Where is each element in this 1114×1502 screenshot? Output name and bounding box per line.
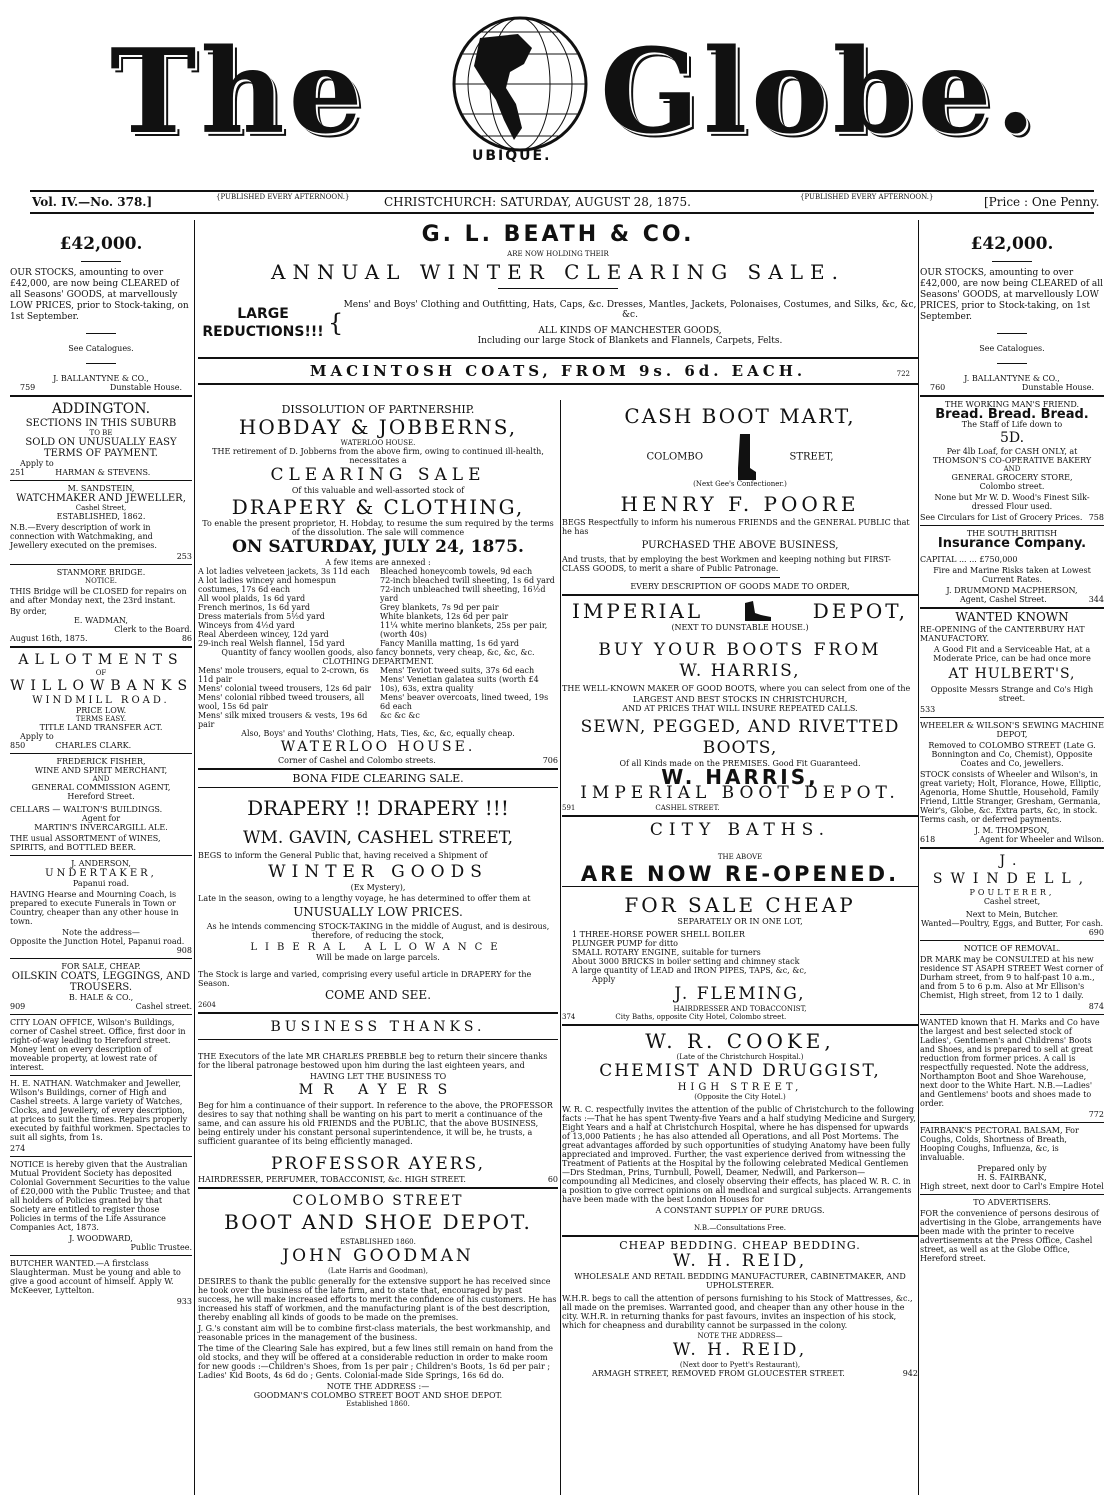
ad-text: Apply to bbox=[20, 459, 54, 468]
ad-text: See Catalogues. bbox=[979, 344, 1045, 353]
volume-number: Vol. IV.—No. 378.] bbox=[32, 195, 153, 209]
ad-text: PURCHASED THE ABOVE BUSINESS, bbox=[641, 540, 839, 551]
ad-text: (Late of the Christchurch Hospital.) bbox=[676, 1053, 804, 1061]
middle-column bbox=[198, 404, 558, 1408]
ad-text: J. M. THOMPSON, bbox=[974, 826, 1050, 835]
ad-text: Apply bbox=[592, 975, 616, 984]
ad-text: H. S. FAIRBANK, bbox=[977, 1173, 1047, 1182]
ad-text: GENERAL GROCERY STORE, bbox=[951, 473, 1073, 482]
ad-text: High street, next door to Carl's Empire Hotel bbox=[920, 1182, 1104, 1191]
ad-text: LARGEST AND BEST STOCKS IN CHRISTCHURCH, bbox=[632, 695, 848, 704]
ad-heading: PROFESSOR AYERS, bbox=[271, 1154, 485, 1174]
column-divider bbox=[194, 220, 195, 1495]
ad-text: Papanui road. bbox=[72, 879, 130, 888]
ad-text: A CONSTANT SUPPLY OF PURE DRUGS. bbox=[655, 1206, 825, 1215]
ad-text: J. ANDERSON, bbox=[71, 859, 131, 868]
ad-text: CITY LOAN OFFICE, Wilson's Buildings, corner of Cashel street. Office, first door in right-of-way leading to Hereford street. Money lent on every description of moveable property, at lowest rate of interest. bbox=[10, 1018, 186, 1072]
ad-heading: DRAPERY !! DRAPERY !!! bbox=[247, 796, 509, 820]
ad-heading: FOR SALE CHEAP bbox=[624, 893, 856, 917]
ad-text: Agent for Wheeler and Wilson. bbox=[979, 835, 1104, 844]
ad-text: Beg for him a continuance of their support. In reference to the above, the PROFESSOR desires to say that nothing shall be wanting on his part to merit a continuance of the same, and can assure his old FRIENDS and the PUBLIC, that the above BUSINESS, being entirely under his constant personal superintendence, it will be, he trusts, a sufficient guarantee of its being efficiently managed. bbox=[198, 1101, 553, 1146]
ad-text: ALL KINDS OF MANCHESTER GOODS, bbox=[538, 326, 722, 336]
ad-text: FAIRBANK'S PECTORAL BALSAM, For Coughs, Colds, Shortness of Breath, Hooping Coughs, Influenza, &c, is invaluable. bbox=[920, 1126, 1079, 1162]
ad-text: CASHEL STREET. bbox=[655, 804, 720, 812]
ad-number: 591 bbox=[562, 804, 576, 812]
ad-text: THE WELL-KNOWN MAKER OF GOOD BOOTS, where you can select from one of the bbox=[562, 684, 911, 693]
ad-text: TO ADVERTISERS. bbox=[973, 1198, 1051, 1207]
ad-text: Fire and Marine Risks taken at Lowest Current Rates. bbox=[933, 566, 1091, 584]
ad-heading: DEPOT, bbox=[812, 599, 908, 623]
ad-number: 618 bbox=[920, 835, 936, 844]
ad-number: 533 bbox=[920, 705, 936, 714]
ad-heading: WINTER GOODS bbox=[268, 862, 488, 882]
ad-text: AND bbox=[92, 775, 110, 783]
ad-text: Will be made on large parcels. bbox=[316, 953, 440, 962]
ad-text: SECTIONS IN THIS SUBURB bbox=[25, 418, 177, 429]
ad-heading: J. FLEMING, bbox=[674, 984, 806, 1004]
ad-heading: MACINTOSH COATS, FROM 9s. 6d. EACH. bbox=[309, 362, 807, 380]
ad-text: AND AT PRICES THAT WILL INSURE REPEATED CALLS. bbox=[622, 704, 858, 713]
ad-text: (Next Gee's Confectioner.) bbox=[693, 480, 787, 488]
ad-text: ESTABLISHED, 1862. bbox=[56, 512, 146, 521]
ad-text: THE usual ASSORTMENT of WINES, SPIRITS, and BOTTLED BEER. bbox=[10, 834, 161, 852]
ad-text: N.B.—Consultations Free. bbox=[694, 1224, 786, 1232]
ad-text: Mens' and Boys' Clothing and Outfitting, Hats, Caps, &c. Dresses, Mantles, Jackets, Polonaises, Costumes, and Silks, &c, &c, &c. bbox=[343, 300, 917, 320]
ad-text: WINDMILL ROAD. bbox=[32, 695, 170, 706]
ad-text: Removed to COLOMBO STREET (Late G. Bonnington and Co, Chemist), Opposite Coates and Co, jewellers. bbox=[928, 741, 1096, 768]
ad-number: 60 bbox=[547, 1175, 558, 1184]
ad-text: CELLARS — WALTON'S BUILDINGS. bbox=[10, 805, 163, 814]
ad-text: FOR SALE, CHEAP. bbox=[61, 962, 141, 971]
ad-heading: ARE NOW RE-OPENED. bbox=[580, 862, 900, 886]
ad-number: 706 bbox=[542, 756, 558, 765]
ad-heading: CLEARING SALE bbox=[270, 465, 486, 485]
ad-text: HAVING LET THE BUSINESS TO bbox=[309, 1072, 447, 1081]
ad-text: Public Trustee. bbox=[130, 1243, 192, 1252]
ad-text: (Late Harris and Goodman), bbox=[328, 1267, 428, 1275]
ad-number: 722 bbox=[896, 370, 910, 378]
ad-text: J. WOODWARD, bbox=[69, 1234, 133, 1243]
ad-text: None but Mr W. D. Wood's Finest Silk-dressed Flour used. bbox=[934, 493, 1090, 511]
ad-text: Agent, Cashel Street. bbox=[960, 595, 1047, 604]
ad-text: NOTICE. bbox=[85, 577, 117, 585]
boot-icon bbox=[736, 434, 756, 480]
price-label: [Price : One Penny. bbox=[984, 195, 1100, 209]
ad-text: BUTCHER WANTED.—A firstclass Slaughterman. Must be young and able to give a good account of himself. Apply W. McKeever, Lyttelton. bbox=[10, 1259, 181, 1295]
ad-text: (Next door to Pyett's Restaurant), bbox=[679, 1361, 801, 1369]
ad-text: M. SANDSTEIN, bbox=[67, 484, 135, 493]
ad-number: 933 bbox=[176, 1297, 192, 1306]
ad-number: 374 bbox=[562, 1013, 576, 1021]
ad-text: WHEELER & WILSON'S SEWING MACHINE DEPOT, bbox=[920, 721, 1104, 739]
ad-heading: WM. GAVIN, CASHEL STREET, bbox=[243, 828, 513, 848]
ad-text: Including our large Stock of Blankets and Flannels, Carpets, Felts. bbox=[477, 336, 783, 346]
ad-heading: CHEAP BEDDING. CHEAP BEDDING. bbox=[619, 1239, 861, 1252]
ad-text: THE SOUTH BRITISH bbox=[966, 529, 1058, 538]
ad-number: 344 bbox=[1088, 595, 1104, 604]
ad-text: Note the address— bbox=[62, 928, 140, 937]
ad-text: RE-OPENING of the CANTERBURY HAT MANUFACTORY. bbox=[920, 625, 1085, 643]
ad-text: TO BE bbox=[89, 429, 113, 437]
ad-text: As he intends commencing STOCK-TAKING in the middle of August, and is desirous, therefore, of reducing the stock, bbox=[206, 922, 550, 940]
ad-heading: COME AND SEE. bbox=[324, 988, 432, 1002]
ad-text: Cashel street, bbox=[983, 897, 1041, 906]
ad-number: 942 bbox=[902, 1369, 918, 1378]
ad-text: ESTABLISHED 1860. bbox=[340, 1238, 416, 1246]
ad-amount: £42,000. bbox=[970, 234, 1054, 254]
ad-text: WHOLESALE AND RETAIL BEDDING MANUFACTURER, CABINETMAKER, AND UPHOLSTERER. bbox=[574, 1272, 906, 1290]
ad-heading: Insurance Company. bbox=[937, 536, 1087, 551]
ad-heading: COLOMBO STREET bbox=[292, 1193, 464, 1209]
ad-text: COLOMBO bbox=[646, 451, 704, 463]
ad-text: THOMSON'S CO-OPERATIVE BAKERY bbox=[932, 456, 1092, 465]
ad-text: THE Executors of the late MR CHARLES PREBBLE beg to return their sincere thanks for the liberal patronage bestowed upon him during the last eighteen years, and bbox=[198, 1052, 548, 1070]
ad-text: GENERAL COMMISSION AGENT, bbox=[31, 783, 171, 792]
ad-text: PRICE LOW. bbox=[75, 706, 127, 715]
ad-text: A few items are annexed : bbox=[325, 558, 431, 567]
ad-text: W.H.R. begs to call the attention of persons furnishing to his Stock of Mattresses, &c., all made on the premises. Warranted good, and cheaper than any other house in the city. W.H.R. in returning thanks for past favours, invites an inspection of his stock, which for cheapness and durability cannot be surpassed in the colony. bbox=[562, 1294, 913, 1330]
ad-heading: BUSINESS THANKS. bbox=[270, 1019, 486, 1035]
ad-text: ARMAGH STREET, REMOVED FROM GLOUCESTER STREET. bbox=[592, 1369, 845, 1378]
ad-text: SEPARATELY OR IN ONE LOT, bbox=[677, 917, 803, 926]
sale-list: 1 THREE-HORSE POWER SHELL BOILER PLUNGER PUMP for ditto SMALL ROTARY ENGINE, suitable for turners About 3000 BRICKS in boiler setting and chimney stack A large quantity of LEAD and IRON PIPES, TAPS, &c, &c, bbox=[572, 930, 807, 975]
ad-text: EVERY DESCRIPTION OF GOODS MADE TO ORDER, bbox=[630, 582, 850, 591]
ad-text: Dunstable House. bbox=[1021, 383, 1094, 392]
ad-text: WATERLOO HOUSE. bbox=[340, 439, 416, 447]
price-list: Bleached honeycomb towels, 9d each 72-inch bleached twill sheeting, 1s 6d yard 72-inch unbleached twill sheeting, 16½d yard Grey blankets, 7s 9d per pair White blankets, 12s 6d per pair 11¼ white merino blankets, 25s per pair, (worth 40s) Fancy Manilla matting, 1s 6d yard bbox=[380, 567, 555, 648]
boot-icon bbox=[743, 599, 773, 623]
ad-heading: BUY YOUR BOOTS FROM bbox=[598, 640, 882, 660]
ad-heading: HOBDAY & JOBBERNS, bbox=[238, 415, 518, 439]
ad-heading: ANNUAL WINTER CLEARING SALE. bbox=[271, 260, 845, 284]
ad-heading: CHEMIST AND DRUGGIST, bbox=[599, 1061, 881, 1081]
ad-text: WANTED known that H. Marks and Co have the largest and best selected stock of Ladies', Gentlemen's and Childrens' Boots and Shoes, and is prepared to sell at great reduction from former prices. A call is respectfully requested. Note the address, Northampton Boot and Shoe Warehouse, next door to the White Hart. N.B.—Ladies' and Gentlemens' boots and shoes made to order. bbox=[920, 1018, 1100, 1108]
ad-text: N.B.—Every description of work in connection with Watchmaking, and Jewellery executed on the premises. bbox=[10, 523, 157, 550]
ad-text: August 16th, 1875. bbox=[10, 634, 88, 643]
ad-text: OF bbox=[95, 669, 107, 677]
ad-text: HARMAN & STEVENS. bbox=[55, 468, 151, 477]
ad-heading: W. H. REID, bbox=[672, 1340, 808, 1360]
ad-heading: LARGE REDUCTIONS!!! bbox=[202, 306, 324, 340]
ad-text: (Ex Mystery), bbox=[350, 883, 406, 892]
ad-text: POULTERER, bbox=[969, 888, 1055, 897]
ad-text: BEGS to inform the General Public that, having received a Shipment of bbox=[198, 851, 488, 860]
dateline bbox=[30, 190, 1100, 214]
ad-text: Cashel street. bbox=[135, 1002, 192, 1011]
ad-number: 759 bbox=[20, 383, 36, 392]
ad-heading: W. R. COOKE, bbox=[645, 1029, 835, 1053]
ad-number: 909 bbox=[10, 1002, 26, 1011]
ad-number: 758 bbox=[1088, 513, 1104, 522]
ad-text: A Good Fit and a Serviceable Hat, at a Moderate Price, can be had once more bbox=[933, 645, 1091, 663]
ad-text: To enable the present proprietor, H. Hobday, to resume the sum required by the terms of the dissolution. The sale will commence bbox=[202, 519, 554, 537]
ad-text: HAIRDRESSER AND TOBACCONIST, bbox=[673, 1005, 807, 1013]
ad-heading: WILLOWBANKS bbox=[10, 678, 194, 694]
ad-text: Next to Mein, Butcher. bbox=[965, 910, 1059, 919]
ad-text: BEGS Respectfully to inform his numerous FRIENDS and the GENERAL PUBLIC that he has bbox=[562, 518, 910, 536]
ad-number: 2604 bbox=[198, 1001, 216, 1009]
ad-text: NOTICE OF REMOVAL. bbox=[963, 944, 1061, 953]
price-list: Mens' mole trousers, equal to 2-crown, 6s 11d pair Mens' colonial tweed trousers, 12s 6d pair Mens' colonial ribbed tweed trousers, all wool, 15s 6d pair Mens' silk mixed trousers & vests, 19s 6d pair bbox=[198, 666, 372, 729]
ad-text: NOTE THE ADDRESS— bbox=[697, 1332, 783, 1340]
ad-text: MARTIN'S INVERCARGILL ALE. bbox=[34, 823, 168, 832]
ad-text: SOLD ON UNUSUALLY EASY TERMS OF PAYMENT. bbox=[25, 437, 177, 459]
publication-note-right: {PUBLISHED EVERY AFTERNOON.} bbox=[800, 193, 934, 201]
ad-text: H. E. NATHAN. Watchmaker and Jeweller, Wilson's Buildings, corner of High and Cashel streets. A large variety of Watches, Clocks, and Jewellery, of every description, at prices to suit the times. Repairs properly executed by faithful workmen. Spectacles to suit all sights, from 1s. bbox=[10, 1079, 191, 1142]
ad-heading: DRAPERY & CLOTHING, bbox=[231, 495, 525, 519]
ad-number: 274 bbox=[10, 1144, 26, 1153]
ad-text: THE WORKING MAN'S FRIEND. bbox=[944, 400, 1079, 409]
ad-heading: HENRY F. POORE bbox=[620, 492, 860, 516]
ad-text: Wanted—Poultry, Eggs, and Butter, For cash. bbox=[920, 919, 1104, 928]
ad-amount: £42,000. bbox=[59, 234, 143, 254]
ad-text: Apply to bbox=[20, 732, 54, 741]
masthead-title-left: The bbox=[110, 24, 367, 160]
ad-heading: DISSOLUTION OF PARTNERSHIP. bbox=[281, 403, 475, 416]
ad-text: Colombo street. bbox=[979, 482, 1045, 491]
ad-text: HAIRDRESSER, PERFUMER, TOBACCONIST, &c. HIGH STREET. bbox=[198, 1175, 466, 1184]
ad-text: Of all Kinds made on the PREMISES. Good Fit Guaranteed. bbox=[619, 759, 861, 768]
ad-text: NOTICE is hereby given that the Australian Mutual Provident Society has deposited Colonial Government Securities to the value of £20,000 with the Public Trustee; and that all holders of Policies granted by that Society are entitled to register those Policies in terms of the Life Assurance Companies Act, 1873. bbox=[10, 1160, 190, 1232]
ad-text: Opposite the Junction Hotel, Papanui road. bbox=[10, 937, 185, 946]
ad-text: J. DRUMMOND MACPHERSON, bbox=[946, 586, 1078, 595]
ad-text: THE ABOVE bbox=[717, 853, 763, 861]
ad-text: Also, Boys' and Youths' Clothing, Hats, Ties, &c, &c, equally cheap. bbox=[241, 729, 515, 738]
ad-text: OILSKIN COATS, LEGGINGS, AND TROUSERS. bbox=[11, 971, 191, 993]
ad-heading: IMPERIAL BOOT DEPOT. bbox=[580, 783, 900, 803]
ad-text: STOCK consists of Wheeler and Wilson's, in great variety; Holt, Florance, Howe, Elliptic, Agenoria, Home Shuttle, Household, Family Friend, Little Stranger, Gresham, Germania, Weir's, Globe, &c. Extra parts, &c, in stock. Terms cash, or deferred payments. bbox=[920, 770, 1102, 824]
ad-heading: ALLOTMENTS bbox=[18, 652, 184, 668]
price-list: Mens' Teviot tweed suits, 37s 6d each Mens' Venetian galatea suits (worth £4 10s), 63s, extra quality Mens' beaver overcoats, lined tweed, 19s 6d each &c &c &c bbox=[380, 666, 549, 720]
column-divider bbox=[560, 400, 561, 1495]
ad-heading: MR AYERS bbox=[298, 1082, 458, 1098]
masthead bbox=[0, 0, 1114, 190]
ad-text: W. R. C. respectfully invites the attention of the public of Christchurch to the following facts :—That he has spent Twenty-five Years and a half studying Medicine and Surgery, Eight Years and a half at Christchurch Hospital, where he has dispensed for upwards of 13,000 Patients ; he has also attended all Operations, and all Post Mortems. The great advantages afforded by such opportunities of studying Anatomy have been fully appreciated and improved. Further, the vast experience derived from witnessing the Treatment of Patients at the Hospital by the following celebrated Medical Gentlemen —Drs Stedman, Prins, Turnbull, Powell, Deamer, Nedwill, and Parkerson—compounding all Medicines, and closely observing their effects, has placed W. R. C. in a position to give correct opinions on all medical and surgical subjects. Arrangements have been made with the best London Houses for bbox=[562, 1105, 916, 1204]
masthead-title-right: Globe. bbox=[600, 24, 1040, 160]
ad-text: Per 4lb Loaf, for CASH ONLY, at bbox=[946, 447, 1078, 456]
ad-text: CAPITAL ... ... £750,000 bbox=[920, 555, 1018, 564]
ad-heading: ADDINGTON. bbox=[51, 401, 151, 417]
ad-text: THIS Bridge will be CLOSED for repairs on and after Monday next, the 23rd instant. bbox=[10, 587, 187, 605]
ad-heading: J. SWINDELL, bbox=[932, 853, 1092, 887]
ad-text: OUR STOCKS, amounting to over £42,000, are now being CLEARED of all Seasons' GOODS, at marvellously LOW PRICES, prior to Stock-taking, on 1st September. bbox=[920, 268, 1104, 322]
ad-heading: UNUSUALLY LOW PRICES. bbox=[293, 905, 463, 919]
ad-number: 772 bbox=[1088, 1110, 1104, 1119]
ad-text: J. BALLANTYNE & CO., bbox=[964, 374, 1060, 383]
ad-heading: AT HULBERT'S, bbox=[948, 666, 1076, 682]
ad-heading: W. H. REID, bbox=[672, 1251, 808, 1271]
ad-text: (Opposite the City Hotel.) bbox=[694, 1093, 786, 1101]
masthead-motto: UBIQUE. bbox=[472, 148, 552, 164]
ad-heading: JOHN GOODMAN bbox=[282, 1246, 474, 1266]
ad-text: CHARLES CLARK. bbox=[55, 741, 132, 750]
ad-heading: W. HARRIS, bbox=[661, 765, 819, 789]
ad-heading: SEWN, PEGGED, AND RIVETTED BOOTS, bbox=[580, 717, 900, 758]
globe-icon bbox=[440, 8, 600, 168]
ad-text: City Baths, opposite City Hotel, Colombo street. bbox=[615, 1013, 787, 1021]
ad-heading: LIBERAL ALLOWANCE bbox=[250, 942, 506, 953]
ad-text: The Staff of Life down to bbox=[961, 420, 1063, 429]
ad-text: STREET, bbox=[789, 451, 834, 463]
ad-number: 253 bbox=[176, 552, 192, 561]
ad-text: J. G.'s constant aim will be to combine first-class materials, the best workmanship, and reasonable prices in the management of the business. bbox=[198, 1324, 551, 1342]
ad-text: Dunstable House. bbox=[109, 383, 182, 392]
ad-text: Late in the season, owing to a lengthy voyage, he has determined to offer them at bbox=[198, 894, 531, 903]
ad-number: 760 bbox=[930, 383, 946, 392]
ad-text: Hereford Street. bbox=[67, 792, 135, 801]
ad-number: 874 bbox=[1088, 1002, 1104, 1011]
middle-right-column bbox=[562, 404, 918, 1378]
ad-heading: W. HARRIS, bbox=[679, 661, 801, 681]
ad-text: Prepared only by bbox=[977, 1164, 1047, 1173]
ad-text: GOODMAN'S COLOMBO STREET BOOT AND SHOE DEPOT. bbox=[253, 1391, 503, 1400]
column-divider bbox=[918, 220, 919, 1495]
ad-text: FOR the convenience of persons desirous of advertising in the Globe, arrangements have been made with the printer to receive advertisements at the Press Office, Cashel street, as well as at the Globe Office, Hereford street. bbox=[920, 1209, 1102, 1263]
right-column bbox=[920, 220, 1104, 1265]
ad-number: 908 bbox=[176, 946, 192, 955]
ad-text: AND bbox=[1003, 465, 1021, 473]
ad-text: And trusts, that by employing the best Workmen and keeping nothing but FIRST-CLASS GOODS, to merit a share of Public Patronage. bbox=[562, 555, 891, 573]
ad-text: THE retirement of D. Jobberns from the above firm, owing to continued ill-health, necessitates a bbox=[212, 447, 544, 465]
ad-text: UNDERTAKER, bbox=[45, 868, 157, 879]
ad-heading: WATERLOO HOUSE. bbox=[280, 739, 476, 755]
ad-heading: ON SATURDAY, JULY 24, 1875. bbox=[232, 537, 524, 557]
ad-text: ARE NOW HOLDING THEIR bbox=[507, 250, 609, 258]
ad-text: Of this valuable and well-assorted stock of bbox=[291, 486, 465, 495]
ad-text: J. BALLANTYNE & CO., bbox=[53, 374, 149, 383]
ad-text: TITLE LAND TRANSFER ACT. bbox=[39, 723, 163, 732]
ad-text: E. WADMAN, bbox=[74, 616, 128, 625]
ad-text: NOTE THE ADDRESS :— bbox=[326, 1382, 430, 1391]
dateline-date: CHRISTCHURCH: SATURDAY, AUGUST 28, 1875. bbox=[384, 195, 691, 209]
ad-heading: G. L. BEATH & CO. bbox=[421, 222, 695, 247]
ad-text: By order, bbox=[10, 607, 47, 616]
ad-text: OUR STOCKS, amounting to over £42,000, are now being CLEARED of all Seasons' GOODS, at marvellously LOW PRICES, prior to Stock-taking, on 1st September. bbox=[10, 268, 189, 322]
ad-number: 86 bbox=[181, 634, 192, 643]
ad-text: FREDERICK FISHER, bbox=[56, 757, 146, 766]
ad-heading: IMPERIAL bbox=[572, 599, 704, 623]
ad-heading: CITY BATHS. bbox=[649, 820, 831, 840]
ad-text: B. HALE & CO., bbox=[68, 993, 134, 1002]
ad-text: (NEXT TO DUNSTABLE HOUSE.) bbox=[671, 623, 809, 632]
ad-text: WINE AND SPIRIT MERCHANT, bbox=[34, 766, 168, 775]
ad-text: See Catalogues. bbox=[68, 344, 134, 353]
price-list: A lot ladies velveteen jackets, 3s 11d each A lot ladies wincey and homespun costumes, 17s 6d each All wool plaids, 1s 6d yard French merinos, 1s 6d yard Dress materials from 5½d yard Winceys from 4½d yard Real Aberdeen wincey, 12d yard 29-inch real Welsh flannel, 15d yard bbox=[198, 567, 370, 648]
beath-banner-ad: G. L. BEATH & CO. ARE NOW HOLDING THEIR ANNUAL WINTER CLEARING SALE. LARGE REDUCTIONS!!! { Mens' and Boys' Clothing and Outfitting, Hats, Caps, &c. Dresses, Mantles, Jackets, Polonaises, Costumes, and Silks, &c, &c, &c. ALL KINDS OF MANCHESTER GOODS, Including our large Stock of Blankets and Flannels, Carpets, Felts. MACINTOSH COATS, FROM 9s. 6d. EACH. 722 bbox=[198, 220, 918, 388]
ad-text: STANMORE BRIDGE. bbox=[56, 568, 146, 577]
ad-text: Quantity of fancy woollen goods, also fancy bonnets, very cheap, &c, &c, &c. bbox=[221, 648, 535, 657]
ad-text: Cashel Street, bbox=[75, 504, 127, 512]
ad-text: WATCHMAKER AND JEWELLER, bbox=[16, 493, 186, 504]
ad-number: 690 bbox=[1088, 928, 1104, 937]
ad-heading: WANTED KNOWN bbox=[955, 610, 1069, 624]
ad-text: HAVING Hearse and Mourning Coach, is prepared to execute Funerals in Town or Country, cheaper than any other house in town. bbox=[10, 890, 179, 926]
ad-text: HIGH STREET, bbox=[677, 1082, 803, 1093]
ad-text: DR MARK may be CONSULTED at his new residence ST ASAPH STREET West corner of Durham street, from 9 to half-past 10 a.m., and from 5 to 6 p.m. Also at Mr Ellison's Chemist, High street, from 12 to 1 daily. bbox=[920, 955, 1104, 1000]
ad-heading: CASH BOOT MART, bbox=[624, 404, 856, 428]
ad-text: CLOTHING DEPARTMENT. bbox=[322, 657, 434, 666]
ad-number: 850 bbox=[10, 741, 26, 750]
left-column bbox=[10, 220, 192, 1306]
ad-heading: 5D. bbox=[999, 430, 1025, 446]
ad-text: DESIRES to thank the public generally for the extensive support he has received since he took over the business of the late firm, and to state that, encouraged by past success, he will make increased efforts to merit the confidence of his customers. He has increased his staff of workmen, and the manufacturing plant is of the best description, thereby enabling all kinds of goods to be made on the premises. bbox=[198, 1277, 557, 1322]
ad-text: Clerk to the Board. bbox=[114, 625, 192, 634]
ad-text: TERMS EASY. bbox=[75, 715, 127, 723]
ad-text: Corner of Cashel and Colombo streets. bbox=[278, 756, 436, 765]
ad-heading: BONA FIDE CLEARING SALE. bbox=[292, 772, 464, 785]
ad-text: Established 1860. bbox=[346, 1400, 410, 1408]
ad-number: 251 bbox=[10, 468, 26, 477]
ad-heading: BOOT AND SHOE DEPOT. bbox=[224, 1210, 532, 1234]
ad-text: Opposite Messrs Strange and Co's High street. bbox=[930, 685, 1094, 703]
publication-note-left: {PUBLISHED EVERY AFTERNOON.} bbox=[216, 193, 350, 201]
ad-text: The time of the Clearing Sale has expired, but a few lines still remain on hand from the old stocks, and they will be offered at a considerable reduction in order to make room for new goods :—Children's Shoes, from 1s per pair ; Children's Boots, 1s 6d per pair ; Ladies' Kid Boots, 4s 6d do ; Gents. Colonial-made Side Springs, 16s 6d do. bbox=[198, 1344, 553, 1380]
ad-text: See Circulars for List of Grocery Prices. bbox=[920, 513, 1083, 522]
ad-text: Agent for bbox=[81, 814, 121, 823]
ad-heading: Bread. Bread. Bread. bbox=[935, 407, 1089, 422]
ad-text: The Stock is large and varied, comprising every useful article in DRAPERY for the Season. bbox=[198, 970, 532, 988]
